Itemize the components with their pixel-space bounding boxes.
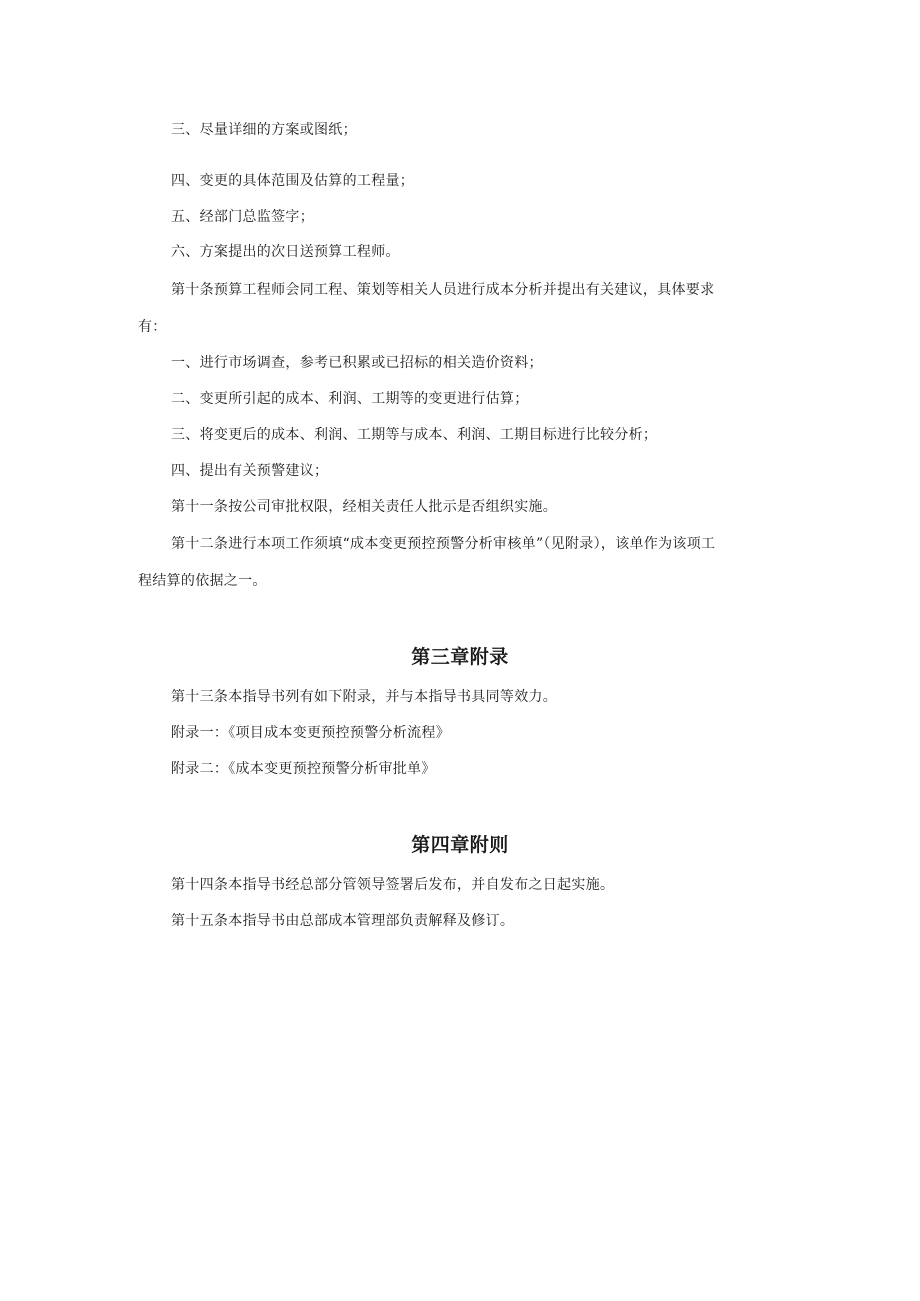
article-12-line2: 程结算的依据之一。 [138,573,267,589]
article-13: 第十三条本指导书列有如下附录，并与本指导书具同等效力。 [171,689,558,705]
appendix-1: 附录一：《项目成本变更预控预警分析流程》 [171,725,450,741]
article-10-item-3: 三、将变更后的成本、利润、工期等与成本、利润、工期目标进行比较分析； [171,427,658,443]
article-15: 第十五条本指导书由总部成本管理部负责解释及修订。 [171,913,515,929]
item-4-scope: 四、变更的具体范围及估算的工程量； [171,173,415,189]
article-10-item-4: 四、提出有关预警建议； [171,463,329,479]
item-6-submit: 六、方案提出的次日送预算工程师。 [171,244,400,260]
appendix-2: 附录二：《成本变更预控预警分析审批单》 [171,761,436,777]
article-10-line1: 第十条预算工程师会同工程、策划等相关人员进行成本分析并提出有关建议，具体要求 [171,282,715,298]
item-3-plan: 三、尽量详细的方案或图纸； [171,122,357,138]
article-11: 第十一条按公司审批权限，经相关责任人批示是否组织实施。 [171,499,558,515]
article-10-item-1: 一、进行市场调查，参考已积累或已招标的相关造价资料； [171,355,543,371]
chapter-4-title: 第四章附则 [411,834,509,856]
chapter-3-title: 第三章附录 [411,646,509,668]
article-14: 第十四条本指导书经总部分管领导签署后发布，并自发布之日起实施。 [171,877,615,893]
article-12-line1: 第十二条进行本项工作须填“成本变更预控预警分析审核单”（见附录），该单作为该项工 [171,536,716,552]
article-10-line2: 有： [138,319,167,335]
item-5-sign: 五、经部门总监签字； [171,209,314,225]
article-10-item-2: 二、变更所引起的成本、利润、工期等的变更进行估算； [171,391,529,407]
